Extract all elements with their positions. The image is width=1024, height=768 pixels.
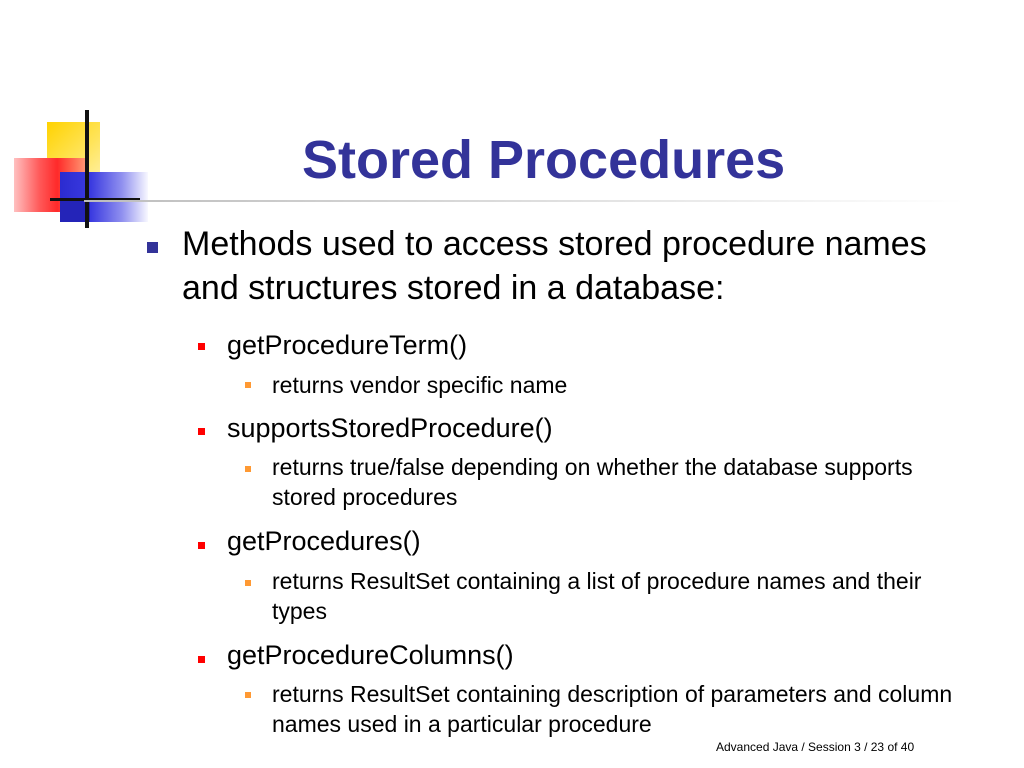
method-description: returns ResultSet containing a list of procedure names and their types [272, 568, 922, 624]
bullet-marker-level2 [198, 656, 205, 663]
title-divider [84, 200, 964, 202]
bullet-marker-level2 [198, 428, 205, 435]
method-get-procedure-term: getProcedureTerm() [227, 330, 468, 360]
slide-title: Stored Procedures [302, 130, 786, 190]
method-get-procedures: getProcedures() [227, 526, 421, 556]
bullet-marker-level3 [245, 692, 251, 698]
method-get-procedure-columns: getProcedureColumns() [227, 640, 514, 670]
bullet-marker-level3 [245, 466, 251, 472]
method-description: returns vendor specific name [272, 372, 568, 398]
bullet-marker-level3 [245, 382, 251, 388]
bullet-marker-level1 [147, 242, 158, 253]
method-supports-stored-procedure: supportsStoredProcedure() [227, 413, 553, 443]
method-description: returns ResultSet containing description of parameters and column names used in a particular procedure [272, 681, 953, 737]
logo-vertical-line [85, 110, 89, 228]
bullet-marker-level2 [198, 542, 205, 549]
bullet-marker-level2 [198, 343, 205, 350]
method-description: returns true/false depending on whether the database supports stored procedures [272, 454, 913, 510]
bullet-marker-level3 [245, 580, 251, 586]
slide-footer: Advanced Java / Session 3 / 23 of 40 [716, 740, 915, 754]
bullet-level1-text: Methods used to access stored procedure names and structures stored in a database: [182, 225, 927, 307]
